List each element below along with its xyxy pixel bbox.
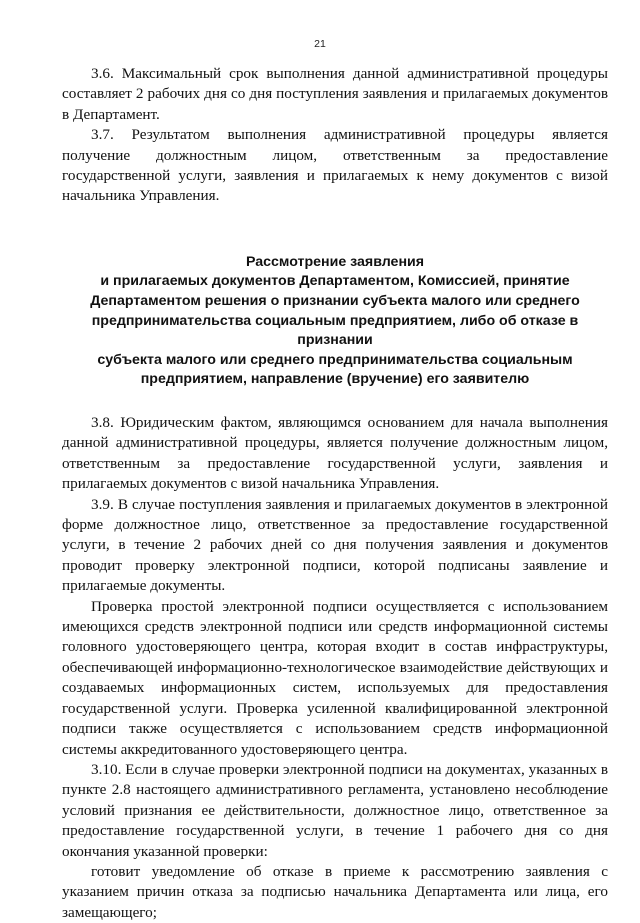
paragraph-3-8: 3.8. Юридическим фактом, являющимся основанием для начала выполнения данной административной процедуры, является получение должностным лицом, ответственным за предоставление государственной услуги, заявления и прилагаемых документов с визой начальника Управления. <box>62 414 608 493</box>
paragraph-3-9: 3.9. В случае поступления заявления и прилагаемых документов в электронной форме должностное лицо, ответственное за предоставление государственной услуги, в течение 2 рабочих дней со дня получения заявления и документов проводит проверку электронной подписи, которой подписаны заявление и прилагаемые документы. <box>62 495 608 595</box>
paragraph-signature-check: Проверка простой электронной подписи осуществляется с использованием имеющихся средств электронной подписи или средств информационной системы головного удостоверяющего центра, которая входит в состав инфраструктуры, обеспечивающей информационно-технологическое взаимодействие действующих и создаваемых информационных систем, используемых для предоставления государственной услуги. Проверка усиленной квалифицированной электронной подписи также осуществляется с использованием средств информационной системы аккредитованного удостоверяющего центра. <box>62 597 608 758</box>
paragraph-3-6: 3.6. Максимальный срок выполнения данной административной процедуры составляет 2 рабочих дня со дня поступления заявления и прилагаемых документов в Департамент. <box>62 65 608 123</box>
paragraph-refusal-notice: готовит уведомление об отказе в приеме к рассмотрению заявления с указанием причин отказа за подписью начальника Департамента или лица, его замещающего; <box>62 862 608 921</box>
paragraph-3-10: 3.10. Если в случае проверки электронной подписи на документах, указанных в пункте 2.8 настоящего административного регламента, установлено несоблюдение условий признания ее действительности, должностное лицо, ответственное за предоставление государственной услуги, в течение 1 рабочего дня со дня окончания указанной проверки: <box>62 760 608 860</box>
section-heading: Рассмотрение заявления и прилагаемых документов Департаментом, Комиссией, принятие Департаментом решения о признании субъекта малого или среднего предпринимательства социальным предприятием, либо об отказе в признании субъекта малого или среднего предпринимательства социальным предприятием, направление (вручение) его заявителю <box>90 253 580 388</box>
page-number: 21 <box>314 38 326 50</box>
paragraph-3-7: 3.7. Результатом выполнения административной процедуры является получение должностным лицом, ответственным за предоставление государственной услуги, заявления и прилагаемых к нему документов с визой начальника Управления. <box>62 126 608 205</box>
document-body <box>62 64 608 923</box>
